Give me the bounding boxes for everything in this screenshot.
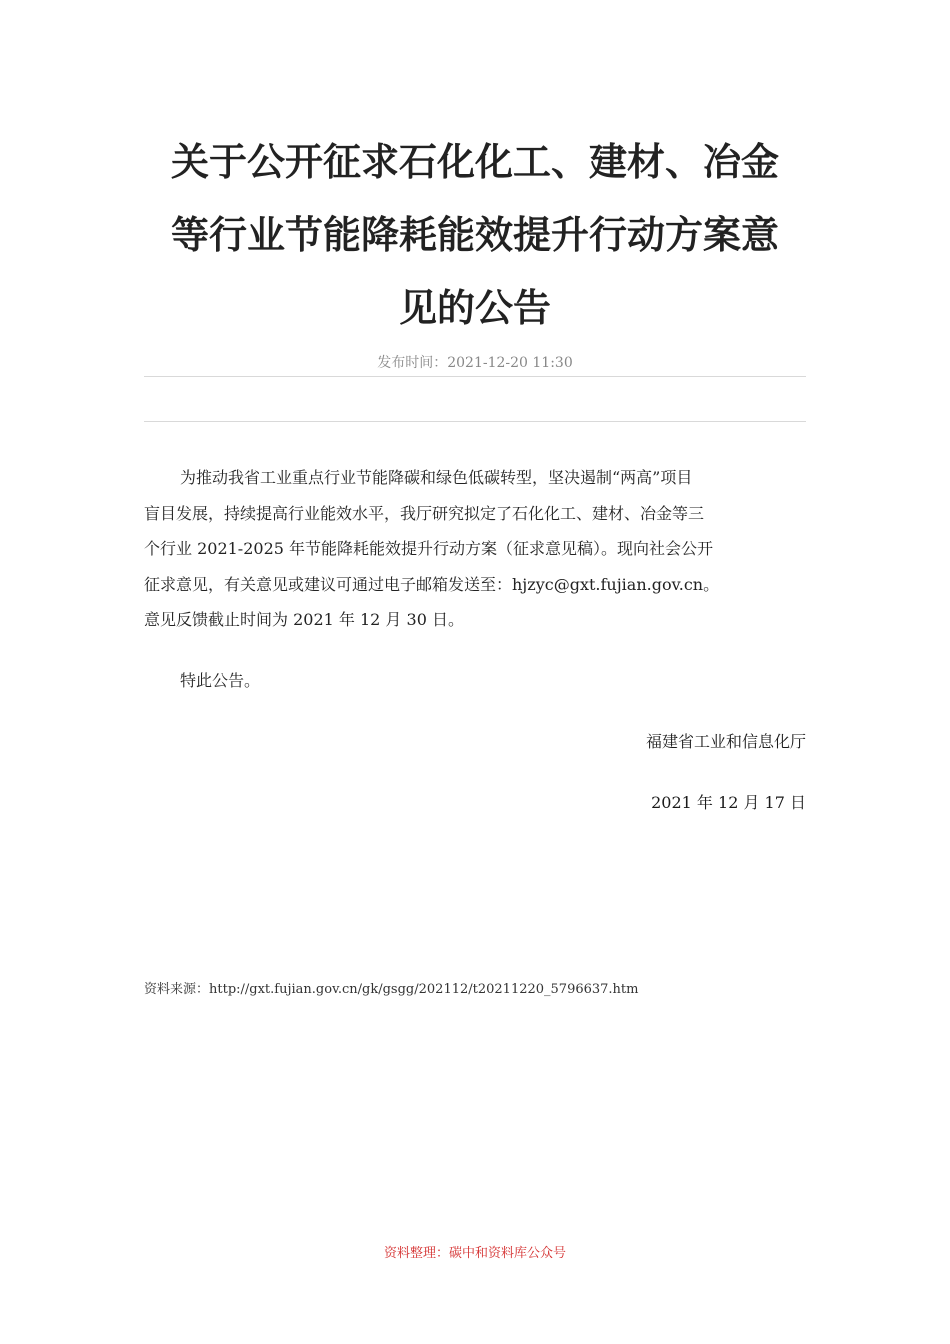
- signing-authority: 福建省工业和信息化厅: [645, 732, 806, 751]
- title-line-1: 关于公开征求石化化工、建材、冶金: [170, 140, 779, 184]
- title-line-3: 见的公告: [398, 286, 551, 330]
- publish-time: 发布时间：2021-12-20 11:30: [377, 355, 573, 371]
- paragraph-spacer: [144, 638, 806, 663]
- divider-top: [144, 376, 806, 377]
- article-body: [144, 460, 806, 698]
- source-link[interactable]: 资料来源：http://gxt.fujian.gov.cn/gk/gsgg/202112/t20211220_5796637.htm: [144, 982, 639, 997]
- title-line-2: 等行业节能降耗能效提升行动方案意: [170, 213, 779, 257]
- body-line-4: 征求意见，有关意见或建议可通过电子邮箱发送至：hjzyc@gxt.fujian.gov.cn。: [144, 574, 720, 594]
- body-line-3: 个行业 2021-2025 年节能降耗能效提升行动方案（征求意见稿）。现向社会公开: [144, 539, 714, 558]
- body-paragraph: [144, 460, 806, 638]
- body-line-2: 盲目发展，持续提高行业能效水平，我厅研究拟定了石化化工、建材、冶金等三: [144, 503, 705, 523]
- closing-text: 特此公告。: [180, 670, 261, 690]
- page-title: [144, 126, 806, 345]
- footer-credit: 资料整理：碳中和资料库公众号: [383, 1246, 566, 1261]
- body-line-5: 意见反馈截止时间为 2021 年 12 月 30 日。: [144, 610, 464, 629]
- divider-bottom: [144, 421, 806, 422]
- body-line-1: 为推动我省工业重点行业节能降碳和绿色低碳转型，坚决遏制“两高”项目: [180, 468, 693, 487]
- signing-date: 2021 年 12 月 17 日: [651, 793, 806, 812]
